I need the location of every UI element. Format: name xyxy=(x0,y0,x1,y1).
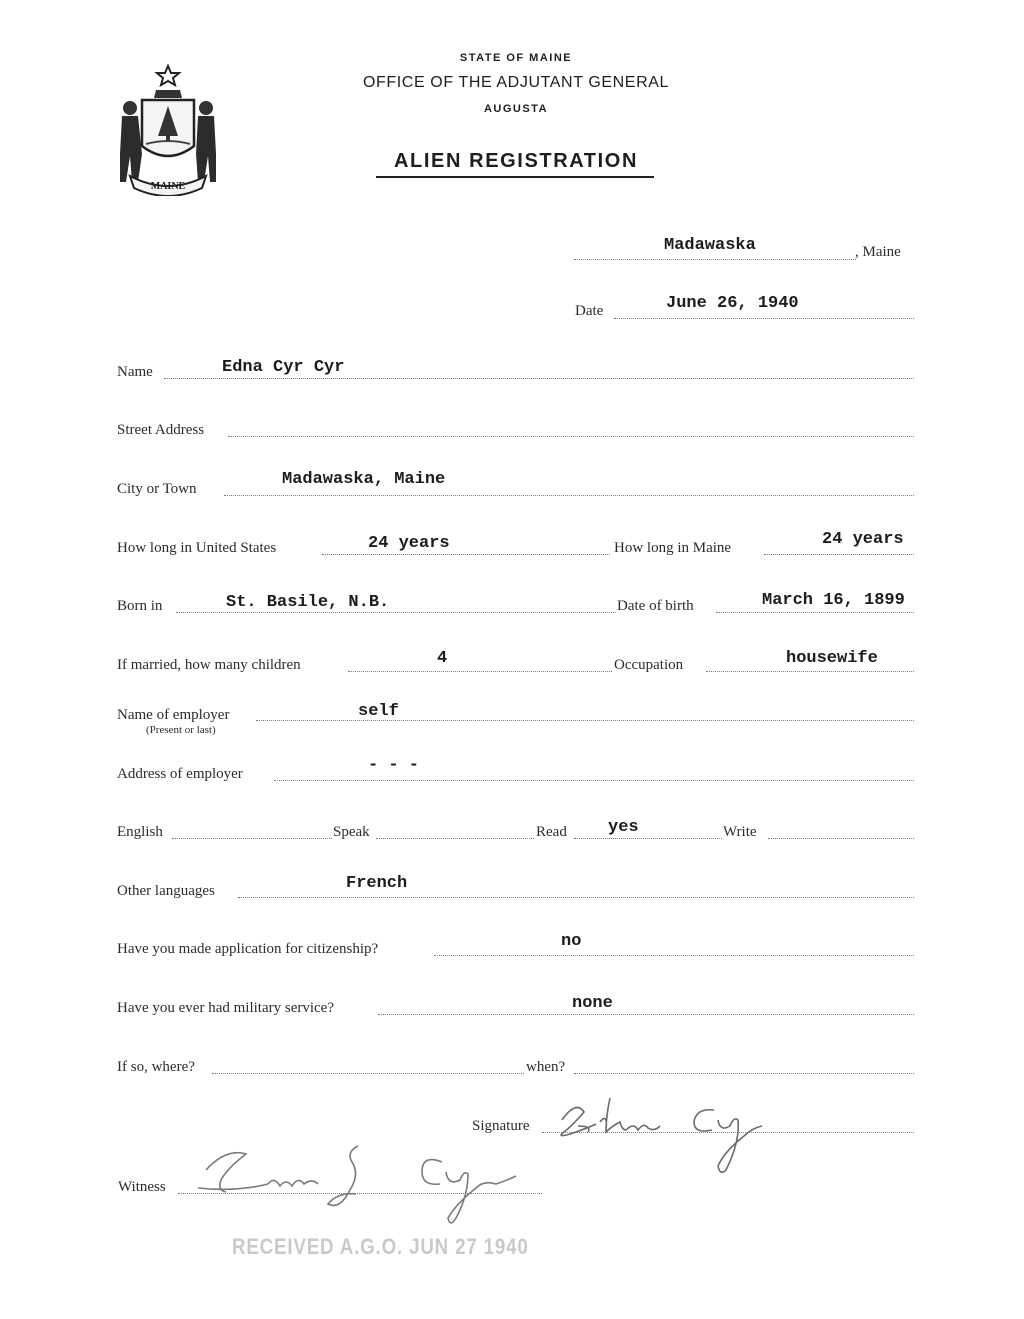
place-suffix: , Maine xyxy=(855,244,901,260)
other-languages-line xyxy=(238,897,914,898)
date-value: June 26, 1940 xyxy=(666,294,799,313)
signature-label: Signature xyxy=(472,1118,530,1134)
street-label: Street Address xyxy=(117,422,205,438)
employer-address-line xyxy=(274,780,914,781)
city-line xyxy=(224,495,914,496)
place-line xyxy=(574,259,856,260)
occupation-value: housewife xyxy=(786,649,878,668)
when-label: when? xyxy=(526,1059,566,1075)
title-underline xyxy=(376,176,654,178)
where-label: If so, where? xyxy=(117,1059,195,1075)
dob-label: Date of birth xyxy=(617,598,694,614)
born-line xyxy=(176,612,616,613)
date-line xyxy=(614,318,914,319)
name-label: Name xyxy=(117,364,153,380)
seal-banner-text: MAINE xyxy=(150,181,186,192)
name-line xyxy=(164,378,914,379)
date-label: Date xyxy=(575,303,604,319)
us-duration-value: 24 years xyxy=(368,534,450,553)
dob-value: March 16, 1899 xyxy=(762,591,905,610)
occupation-line xyxy=(706,671,914,672)
children-line xyxy=(348,671,612,672)
military-line xyxy=(378,1014,914,1015)
employer-sublabel: (Present or last) xyxy=(146,724,216,736)
employer-address-value: - - - xyxy=(368,756,420,775)
us-duration-label: How long in United States xyxy=(117,540,277,556)
other-languages-label: Other languages xyxy=(117,883,215,899)
citizenship-line xyxy=(434,955,914,956)
speak-label: Speak xyxy=(333,824,370,840)
form-title: ALIEN REGISTRATION xyxy=(394,150,638,172)
read-value: yes xyxy=(608,818,639,837)
employer-address-label: Address of employer xyxy=(117,766,243,782)
name-value: Edna Cyr Cyr xyxy=(222,358,345,377)
other-languages-value: French xyxy=(346,874,408,893)
header-state: STATE OF MAINE xyxy=(459,52,573,64)
place-value: Madawaska xyxy=(664,236,756,255)
received-stamp: RECEIVED A.G.O. JUN 27 1940 xyxy=(232,1234,529,1259)
street-line xyxy=(228,436,914,437)
military-value: none xyxy=(572,994,613,1013)
occupation-label: Occupation xyxy=(614,657,684,673)
applicant-signature xyxy=(548,1086,808,1178)
speak-line xyxy=(376,838,534,839)
header-city: AUGUSTA xyxy=(483,103,549,115)
when-line xyxy=(574,1073,914,1074)
maine-duration-label: How long in Maine xyxy=(614,540,732,556)
write-label: Write xyxy=(723,824,757,840)
born-value: St. Basile, N.B. xyxy=(226,593,390,612)
dob-line xyxy=(716,612,914,613)
city-label: City or Town xyxy=(117,481,197,497)
header-office: OFFICE OF THE ADJUTANT GENERAL xyxy=(362,74,670,91)
employer-value: self xyxy=(358,702,399,721)
english-line xyxy=(172,838,332,839)
born-label: Born in xyxy=(117,598,163,614)
military-label: Have you ever had military service? xyxy=(117,1000,334,1016)
citizenship-label: Have you made application for citizenship? xyxy=(117,941,379,957)
read-line xyxy=(574,838,722,839)
where-line xyxy=(212,1073,524,1074)
children-label: If married, how many children xyxy=(117,657,301,673)
maine-duration-line xyxy=(764,554,914,555)
write-line xyxy=(768,838,914,839)
maine-duration-value: 24 years xyxy=(822,530,904,549)
employer-label: Name of employer xyxy=(117,707,230,723)
city-value: Madawaska, Maine xyxy=(282,470,446,489)
citizenship-value: no xyxy=(561,932,582,951)
us-duration-line xyxy=(322,554,610,555)
children-value: 4 xyxy=(437,649,448,668)
read-label: Read xyxy=(536,824,567,840)
english-label: English xyxy=(117,824,163,840)
witness-label: Witness xyxy=(118,1179,166,1195)
employer-line xyxy=(256,720,914,721)
witness-signature xyxy=(186,1132,532,1232)
